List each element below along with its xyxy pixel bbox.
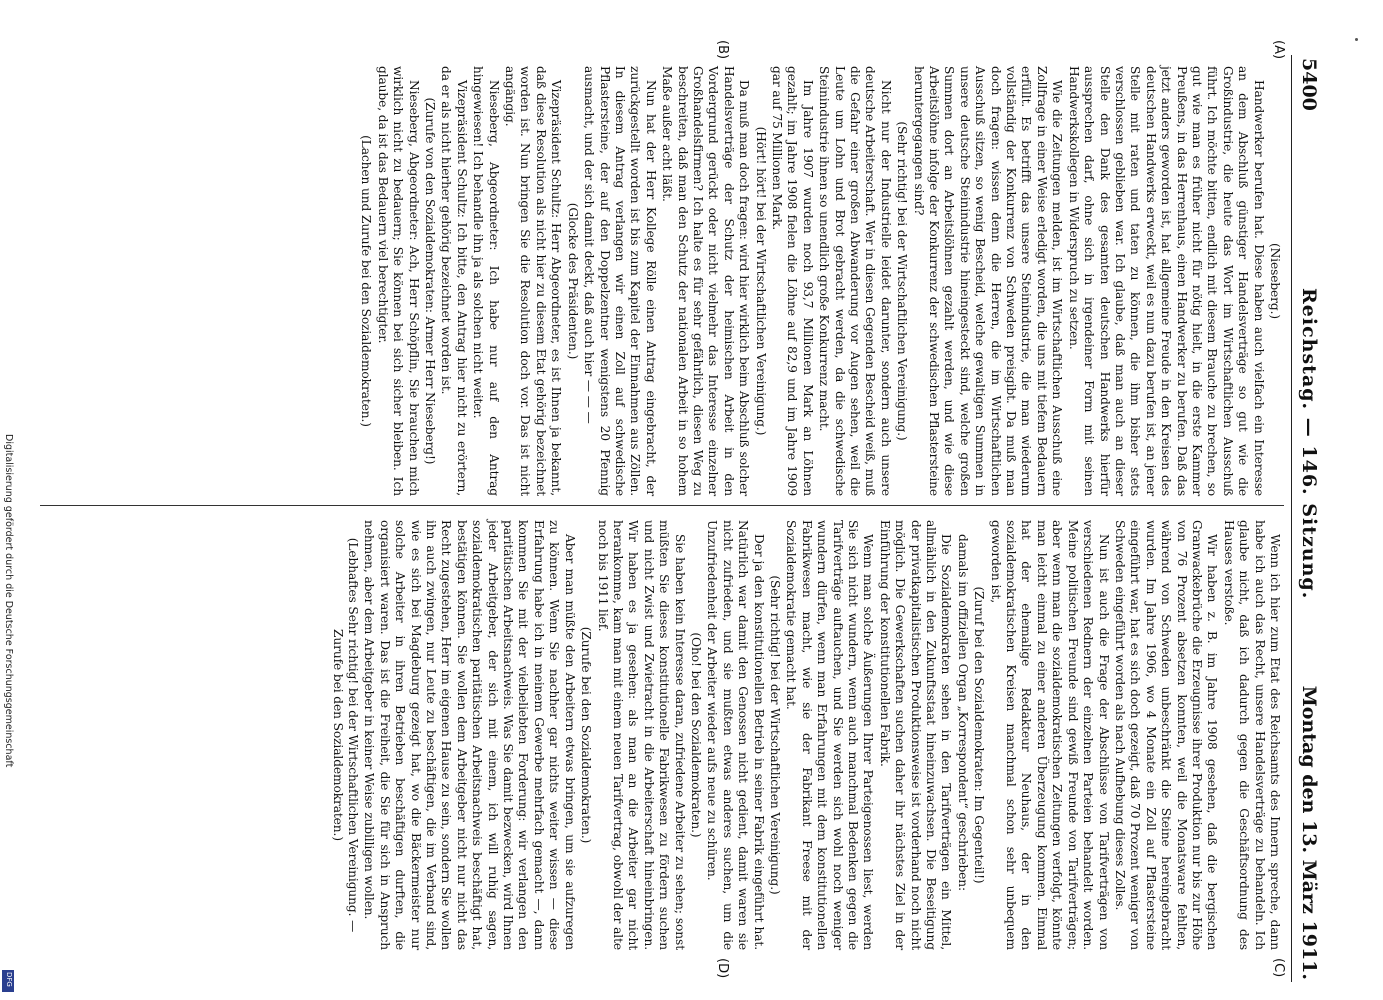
speech-paragraph: Wenn ich hier zum Etat des Reichsamts des Innern spreche, dann habe ich auch das Recht, unsere Handelsverträge zu behandeln. Ich glaube nicht, daß ich dadurch gegen die Geschäftsordnung des Hauses verstoße. [1221, 520, 1282, 950]
page-header [1294, 58, 1324, 980]
digitization-credit [2, 434, 14, 994]
margin-marker-a: (A) [1271, 40, 1286, 60]
column-divider [40, 505, 1284, 506]
dfg-logo [2, 970, 14, 992]
speech-paragraph: Nun hat der Herr Kollege Rölle einen Antrag eingebracht, der zurückgestellt worden ist bis zum Kapitel der Einnahmen aus Zöllen. In diesem Antrag verlangen wir einen Zoll auf schwedische Pflastersteine, der auf den Doppelzentner wenigstens 20 Pfennig ausmacht, und der sich damit deckt, daß auch hier — — — [582, 66, 658, 496]
margin-marker-b: (B) [715, 40, 730, 60]
speech-paragraph: damals im offiziellen Organ „Korrespondent“ geschrieben: [955, 534, 970, 892]
margin-marker-d: (D) [715, 958, 730, 979]
running-title: Reichstag. — 146. Sitzung. [1298, 288, 1320, 600]
stage-direction: (Sehr richtig! bei der Wirtschaftlichen Vereinigung.) [895, 121, 910, 441]
speech-paragraph: Nieseberg, Abgeordneter: Ich habe nur auf den Antrag hingewiesen! Ich behandle ihn ja als solchen nicht weiter. [471, 66, 501, 496]
speech-paragraph: Sie haben kein Interesse daran, zufriedene Arbeiter zu sehen; sonst müßten Sie dieses konstitutionelle Fabrikwesen zu fördern suchen und nicht Zwist und Zwietracht in die Arbeiterschaft hineinbringen. Wir haben es ja gesehen: als man an die Arbeiter gar nicht herankomme, kam man mit einem neuen Tarifvertrag, obwohl der alte noch bis 1911 lief. [595, 520, 687, 950]
stage-direction: (Glocke des Präsidenten.) [565, 202, 580, 360]
credit-text: Digitalisierung gefördert durch die Deutsche Forschungsgemeinschaft [3, 434, 14, 768]
scan-speck [1355, 38, 1358, 41]
speech-paragraph: Nieseberg, Abgeordneter: Ach, Herr Schöpflin, Sie brauchen mich wirklich nicht zu bedauern; Sie können bei sich sicher bleiben. Ich glaube, da ist das Bedauern viel berechtigter. [375, 66, 421, 496]
speech-paragraph: Wenn man solche Äußerungen Ihrer Parteigenossen liest, werden Sie sich nicht wundern, wenn auch manchmal Bedenken gegen die Tarifverträge auftauchen, und Sie werden sich wohl noch weniger wundern dürfen, wenn man Erfahrungen mit dem konstitutionellen Fabrikwesen macht, wie sie der Fabrikant Freese mit der Sozialdemokratie gemacht hat. [784, 520, 876, 950]
speech-paragraph: Nun ist auch die Frage der Abschlüsse von Tarifverträgen von verschiedenen Rednern der einzelnen Parteien behandelt worden. Meine politischen Freunde sind gewiß Freunde von Tarifverträgen; aber wenn man die sozialdemokratischen Zeitungen verfolgt, könnte man leicht einmal zu einer anderen Überzeugung kommen. Einmal hat der ehemalige Redakteur Neuhaus, der in den sozialdemokratischen Kreisen manchmal schon sehr unbequem geworden ist, [988, 520, 1111, 950]
dfg-logo-text: DFG [5, 972, 13, 987]
speech-paragraph: Vizepräsident Schultz: Herr Abgeordneter, es ist Ihnen ja bekannt, daß diese Resolution als nicht hier zu diesem Etat gehörig bezeichnet worden ist. Nun bringen Sie die Resolution doch vor. Das ist nicht angängig. [503, 66, 564, 496]
speech-paragraph: Nicht nur der Industrielle leidet darunter, sondern auch unsere deutsche Arbeiterschaft. Wer in diesen Gegenden Bescheid weiß, muß die Gefahr einer großen Abwanderung vor Augen sehen, weil die Leute um Lohn und Brot gebracht werden, da die schwedische Steinindustrie ihnen so unendlich große Konkurrenz macht. [817, 66, 893, 496]
speech-paragraph: Wie die Zeitungen melden, ist im Wirtschaftlichen Ausschuß eine Zollfrage in einer Weise erledigt worden, die uns mit tiefem Bedauern erfüllt. Es betrifft das unsere Steinindustrie, die man wiederum vollständig der Konkurrenz von Schweden preisgibt. Da muß man doch fragen: wissen denn die Herren, die im Wirtschaftlichen Ausschuß sitzen, so wenig Bescheid, welche gewaltigen Summen in unsere deutsche Steinindustrie hineingesteckt sind, welche großen Summen dort an Arbeitslöhnen gezahlt werden, und wie diese Arbeitslöhne infolge der Konkurrenz der schwedischen Pflastersteine heruntergegangen sind? [911, 66, 1065, 496]
stage-direction: (Sehr richtig! bei der Wirtschaftlichen Vereinigung.) [768, 575, 782, 895]
speech-paragraph: Da muß man doch fragen: wird hier wirklich beim Abschluß solcher Handelsverträge der Schutz der heimischen Arbeit in den Vordergrund gerückt oder nicht vielmehr das Interesse einzelner Großhandelsfirmen? Ich halte es für sehr gefährlich, diesen Weg zu beschreiten, daß man den Schutz der nationalen Arbeit in so hohem Maße außer acht läßt. [660, 66, 752, 496]
stage-direction: (Nieseberg.) [1268, 242, 1282, 320]
speech-paragraph: Aber man müßte den Arbeitern etwas bringen, um sie aufzuregen zu können. Wenn Sie nachher gar nichts weiter wissen — diese Erfahrung habe ich in meinem Gewerbe mehrfach gemacht —, dann kommen Sie mit der vielbeliebten Forderung: wir verlangen den paritätischen Arbeitsnachweis. Was Sie damit bezwecken, wird Ihnen jeder Arbeitgeber, der sich mit einem, ich will ruhig sagen, sozialdemokratischen paritätischen Arbeitsnachweis beschäftigt hat, bestätigen können. Sie wollen dem Arbeitgeber nicht nur nicht das Recht zugestehen, Herr im eigenen Hause zu sein, sondern Sie wollen ihn auch zwingen, nur Leute zu beschäftigen, die im Verband sind, wie es sich bei Magdeburg gezeigt hat, wo die Bäckermeister nur solche Arbeiter in ihren Betrieben beschäftigen durften, die organisiert waren. Das ist die Freiheit, die Sie für sich in Anspruch nehmen, aber dem Arbeitgeber in keiner Weise zubilligen wollen. [362, 520, 577, 950]
speech-paragraph: Der ja den konstitutionellen Betrieb in seiner Fabrik eingeführt hat. Natürlich war damit den Genossen nicht gedient, damit waren sie nicht zufrieden, und sie mußten etwas anderes suchen, um die Unzufriedenheit der Arbeiter wieder aufs neue zu schüren. [705, 520, 766, 950]
stage-direction: (Zurufe von den Sozialdemokraten: Armer Herr Nieseberg!) [423, 97, 438, 465]
stage-direction: (Zuruf bei den Sozialdemokraten: Im Gegenteil!) [972, 586, 987, 884]
header-rule [1291, 55, 1292, 982]
stage-direction: (Lachen und Zurufe bei den Sozialdemokraten.) [359, 135, 374, 427]
stage-direction: (Zurufe bei den Sozialdemokraten.) [579, 626, 594, 844]
speech-paragraph: Die Sozialdemokraten sehen in den Tarifverträgen ein Mittel, allmählich in den Zukunftsstaat hineinzuwachsen. Die Beseitigung der privatkapitalistischen Produktionsweise ist vorderhand noch nicht möglich. Die Gewerkschaften suchen daher ihr nächstes Ziel in der Einführung der konstitutionellen Fabrik. [877, 520, 954, 950]
speech-paragraph: Vizepräsident Schultz: Ich bitte, den Antrag hier nicht zu erörtern, da er als nicht hierher gehörig bezeichnet worden ist. [439, 66, 469, 496]
margin-marker-c: (C) [1271, 958, 1286, 978]
stage-direction: (Hört! hört! bei der Wirtschaftlichen Vereinigung.) [753, 126, 768, 436]
speech-paragraph: Handwerker berufen hat. Diese haben auch vielfach ein Interesse an dem Abschluß günstiger Handelsverträge so gut wie die Großindustrie, die heute das Wort im Wirtschaftlichen Ausschuß führt. Ich möchte bitten, endlich mit diesem Brauche zu brechen, so gut wie man es früher nicht für nötig hielt, in die erste Kammer Preußens, in das Herrenhaus, einen Handwerker zu berufen. Daß das jetzt anders geworden ist, hat allgemeine Freude in den Kreisen des deutschen Handwerks erweckt, weil es nun dazu berufen ist, an jener Stelle mit raten und taten zu können, die ihm bisher stets verschlossen geblieben war. Ich glaube, daß man auch an dieser Stelle den Dank des gesamten deutschen Handwerks hierfür aussprechen darf, ohne sich in irgendeiner Form mit seinen Handwerkskollegen in Widerspruch zu setzen. [1066, 66, 1266, 496]
left-column [357, 66, 1282, 496]
stage-direction: (Oho! bei den Sozialdemokraten.) [688, 632, 703, 838]
right-column [328, 520, 1282, 950]
stage-direction: (Lebhaftes Sehr richtig! bei der Wirtschaftlichen Vereinigung. — Zurufe bei den Sozialdemokraten.) [330, 537, 361, 933]
page-number: 5400 [1298, 58, 1320, 111]
speech-paragraph: Wir haben z. B. im Jahre 1908 gesehen, daß die bergischen Granwackebrüche die Erzeugnisse ihrer Produktion nur bis zur Höhe von 76 Prozent absetzen konnten, weil die Monatsware fehlten, während von Schweden unbeschränkt die Steine hereingebracht wurden. Im Jahre 1906, wo 4 Monate ein Zoll auf Pflastersteine eingeführt war, hat es sich doch gezeigt, daß 70 Prozent weniger von Schweden eingeführt worden als nach Aufhebung dieses Zolles. [1112, 520, 1220, 950]
document-page [10, 0, 1330, 1000]
speech-paragraph: Im Jahre 1907 wurden noch 93,7 Millionen Mark an Löhnen gezahlt; im Jahre 1908 fielen die Löhne auf 82,9 und im Jahre 1909 gar auf 75 Millionen Mark. [770, 66, 815, 496]
session-date: Montag den 13. März 1911. [1298, 685, 1320, 980]
